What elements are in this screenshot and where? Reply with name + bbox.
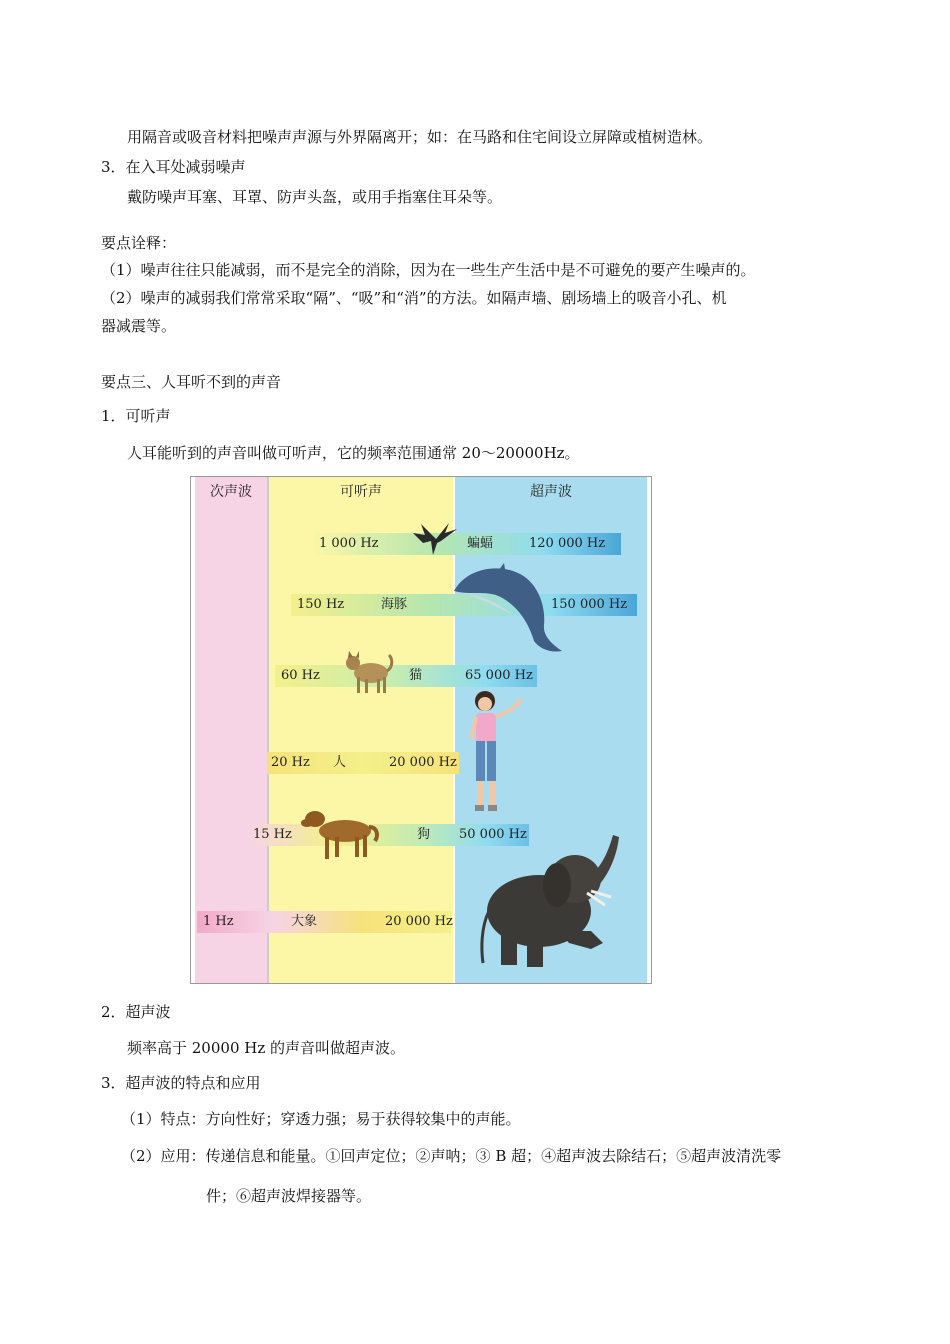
- section-heading: 1．可听声: [101, 407, 171, 425]
- paragraph: （1）噪声往往只能减弱，而不是完全的消除，因为在一些生产生活中是不可避免的要产生噪声的。: [101, 261, 756, 279]
- section-heading: 2．超声波: [101, 1003, 171, 1021]
- section-heading: 3．在入耳处减弱噪声: [101, 158, 246, 176]
- band-low: 1 Hz: [203, 914, 234, 929]
- ultrasound-header: 超声波: [530, 484, 572, 500]
- paragraph: 戴防噪声耳塞、耳罩、防声头盔，或用手指塞住耳朵等。: [127, 188, 503, 206]
- paragraph: 用隔音或吸音材料把噪声声源与外界隔离开；如：在马路和住宅间设立屏障或植树造林。: [127, 128, 713, 146]
- band-high: 20 000 Hz: [389, 755, 457, 770]
- band-bat: [311, 533, 621, 555]
- bat-icon: [411, 519, 461, 559]
- paragraph: （1）特点：方向性好；穿透力强；易于获得较集中的声能。: [121, 1110, 521, 1128]
- band-animal: 海豚: [381, 597, 408, 612]
- paragraph: （2）应用：传递信息和能量。①回声定位；②声呐；③ B 超；④超声波去除结石；⑤超声波清洗零: [121, 1147, 782, 1165]
- hearing-range-figure: [190, 476, 652, 984]
- cat-icon: [343, 647, 395, 695]
- band-high: 50 000 Hz: [459, 827, 527, 842]
- band-high: 20 000 Hz: [385, 914, 453, 929]
- band-animal: 狗: [417, 827, 431, 842]
- section-heading: 3．超声波的特点和应用: [101, 1074, 261, 1092]
- paragraph: （2）噪声的减弱我们常常采取“隔”、“吸”和“消”的方法。如隔声墙、剧场墙上的吸音小孔、机: [101, 289, 727, 307]
- paragraph: 人耳能听到的声音叫做可听声，它的频率范围通常 20～20000Hz。: [127, 444, 580, 462]
- band-low: 1 000 Hz: [319, 536, 379, 551]
- band-high: 65 000 Hz: [465, 668, 533, 683]
- band-animal: 人: [333, 755, 347, 770]
- section-heading: 要点三、人耳听不到的声音: [101, 373, 282, 391]
- band-high: 150 000 Hz: [551, 597, 628, 612]
- band-animal: 猫: [409, 668, 423, 683]
- paragraph: 频率高于 20000 Hz 的声音叫做超声波。: [127, 1039, 406, 1057]
- paragraph: 器减震等。: [101, 317, 177, 335]
- band-low: 60 Hz: [281, 668, 320, 683]
- paragraph: 件；⑥超声波焊接器等。: [206, 1187, 372, 1205]
- band-low: 15 Hz: [253, 827, 292, 842]
- infrasound-column: [195, 477, 269, 983]
- band-animal: 蝙蝠: [467, 536, 494, 551]
- dog-icon: [301, 805, 381, 861]
- audible-header: 可听声: [340, 484, 382, 500]
- band-cat: [275, 665, 537, 687]
- band-low: 20 Hz: [271, 755, 310, 770]
- band-animal: 大象: [291, 914, 318, 929]
- band-elephant: [197, 911, 451, 933]
- dolphin-icon: [446, 563, 566, 658]
- elephant-icon: [479, 831, 629, 971]
- infrasound-header: 次声波: [210, 484, 252, 500]
- band-low: 150 Hz: [297, 597, 345, 612]
- section-heading: 要点诠释：: [101, 234, 177, 252]
- band-high: 120 000 Hz: [529, 536, 606, 551]
- girl-icon: [463, 687, 533, 817]
- band-human: [267, 752, 459, 774]
